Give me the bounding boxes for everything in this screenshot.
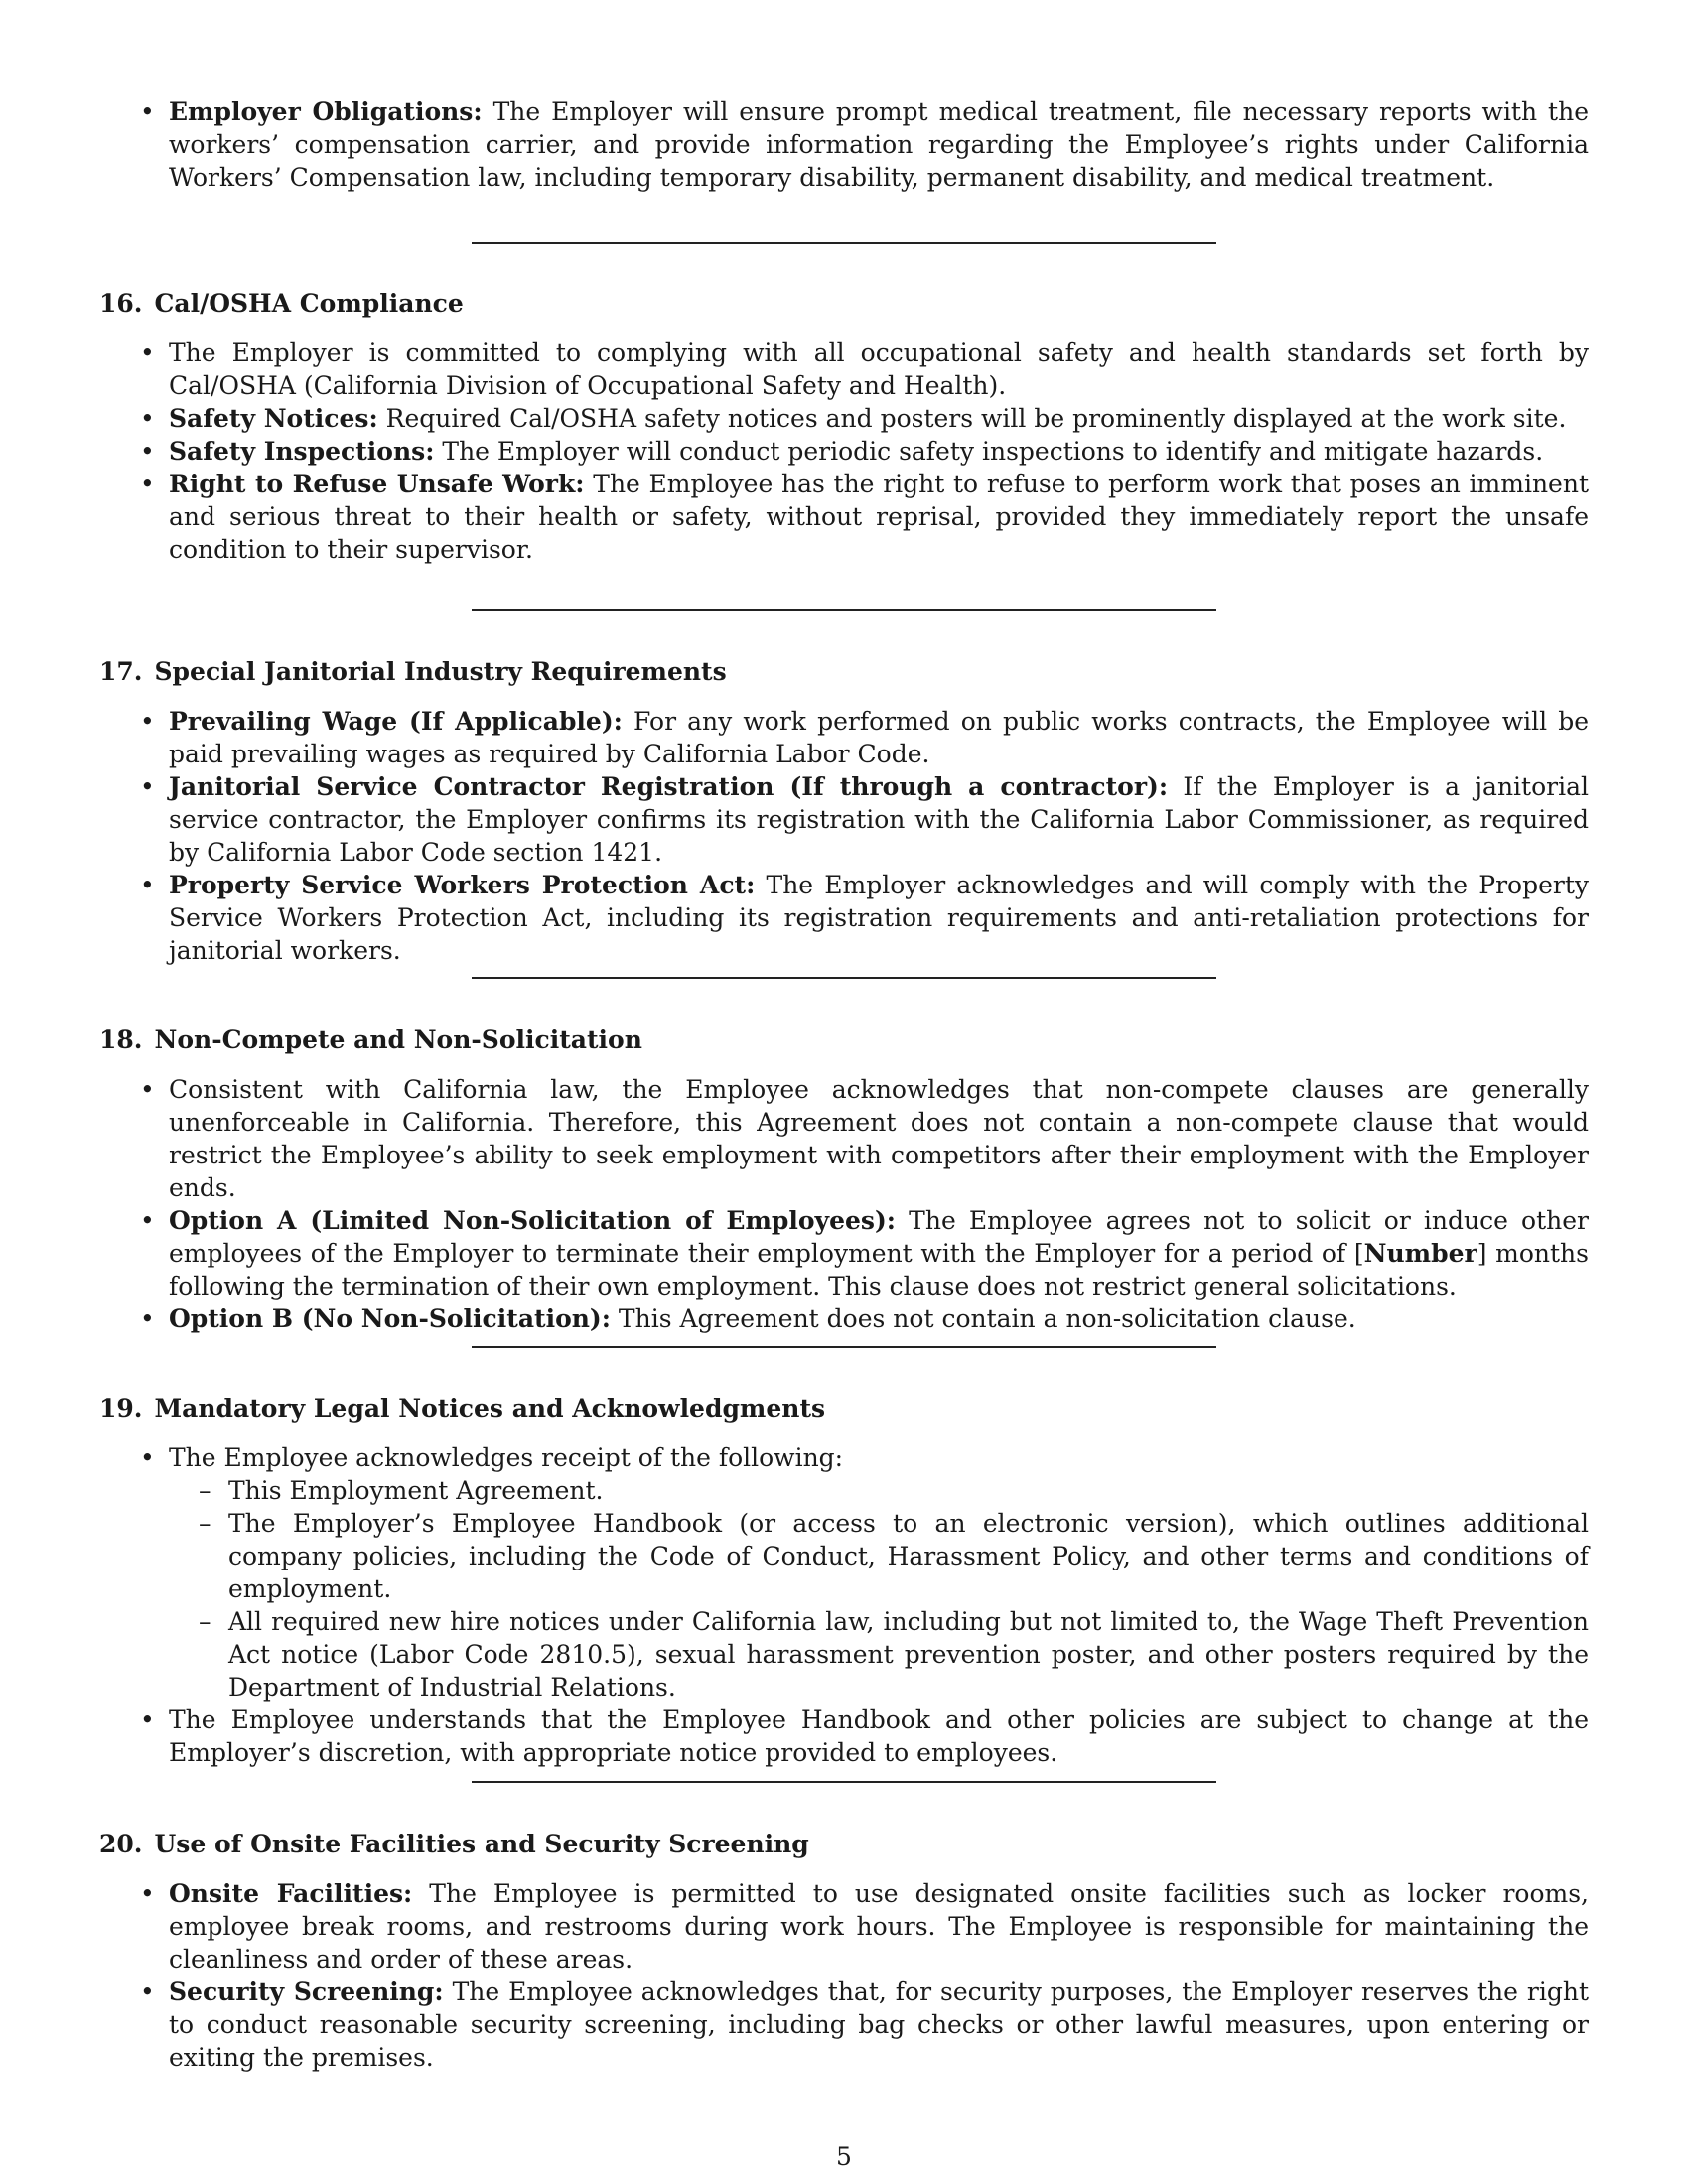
item-label: Onsite Facilities: — [169, 1879, 413, 1908]
bullet-list — [99, 1441, 1589, 1769]
item-text: Consistent with California law, the Employee acknowledges that non-compete clauses are generally unenforceable in California. Therefore, this Agreement does not contain a non-compete clause that would restrict the Employee’s ability to seek employment with competitors after their employment with the Employer ends. — [169, 1075, 1589, 1202]
bullet-list — [99, 705, 1589, 967]
section-divider — [472, 977, 1216, 979]
list-item — [99, 1877, 1589, 1976]
section-heading — [99, 1024, 1589, 1056]
item-label: Safety Inspections: — [169, 437, 435, 466]
section-number: 20. — [99, 1830, 143, 1858]
item-label: Safety Notices: — [169, 404, 378, 433]
bullet-list — [99, 337, 1589, 566]
section-title: Use of Onsite Facilities and Security Screening — [154, 1830, 809, 1858]
section-18 — [99, 1024, 1589, 1335]
item-text: The Employer will ensure prompt medical treatment, file necessary reports with the workers’ compensation carrier, and provide information regarding the Employee’s rights under California Workers’ Compensation law, including temporary disability, permanent disability, and medical treatment. — [169, 97, 1589, 192]
sub-list-item: – All required new hire notices under California law, including but not limited to, the Wage Theft Prevention Act notice (Labor Code 2810.5), sexual harassment prevention poster, and other posters required by the Department of Industrial Relations. — [169, 1605, 1589, 1704]
section-17 — [99, 655, 1589, 967]
item-text: Required Cal/OSHA safety notices and posters will be prominently displayed at the work site. — [377, 404, 1567, 433]
item-label: Option B (No Non-Solicitation): — [169, 1304, 611, 1333]
section-heading — [99, 1828, 1589, 1860]
item-text: The Employee understands that the Employee Handbook and other policies are subject to change at the Employer’s discretion, with appropriate notice provided to employees. — [169, 1706, 1589, 1767]
section-20 — [99, 1828, 1589, 2074]
document-page — [99, 0, 1589, 2184]
number-placeholder: Number — [1363, 1239, 1477, 1268]
item-label: Property Service Workers Protection Act: — [169, 871, 756, 899]
list-item — [99, 468, 1589, 566]
item-label: Right to Refuse Unsafe Work: — [169, 470, 585, 498]
section-number: 18. — [99, 1025, 143, 1054]
item-label: Security Screening: — [169, 1978, 444, 2006]
section-title: Mandatory Legal Notices and Acknowledgments — [154, 1394, 826, 1423]
item-text: This Agreement does not contain a non-solicitation clause. — [610, 1304, 1356, 1333]
item-label: Option A (Limited Non-Solicitation of Employees): — [169, 1206, 897, 1235]
section-heading — [99, 287, 1589, 320]
list-item — [99, 435, 1589, 468]
section-divider — [472, 1346, 1216, 1348]
item-label: Employer Obligations: — [169, 97, 483, 126]
item-text: The Employee acknowledges receipt of the following: — [169, 1443, 844, 1472]
item-text: The Employee agrees not to solicit or induce other employees of the Employer to terminate their employment with the Employer for a period of [ — [169, 1206, 1589, 1268]
list-item — [99, 1976, 1589, 2074]
section-divider — [472, 609, 1216, 611]
sub-list-item: – The Employer’s Employee Handbook (or access to an electronic version), which outlines additional company policies, including the Code of Conduct, Harassment Policy, and other terms and conditions of employment. — [169, 1507, 1589, 1605]
bullet-list — [99, 95, 1589, 194]
section-heading — [99, 655, 1589, 688]
section-16 — [99, 287, 1589, 566]
item-text: The Employer will conduct periodic safety inspections to identify and mitigate hazards. — [434, 437, 1544, 466]
list-item — [99, 869, 1589, 967]
sub-list — [169, 1474, 1589, 1704]
item-text: The Employer acknowledges and will comply with the Property Service Workers Protection Act, including its registration requirements and anti-retaliation protections for janitorial workers. — [169, 871, 1590, 965]
list-item — [99, 1441, 1589, 1704]
list-item — [99, 1704, 1589, 1769]
section-number: 19. — [99, 1394, 143, 1423]
item-text: If the Employer is a janitorial service contractor, the Employer confirms its registration with the California Labor Commissioner, as required by California Labor Code section 1421. — [169, 772, 1589, 867]
item-text: The Employer is committed to complying with all occupational safety and health standards set forth by Cal/OSHA (California Division of Occupational Safety and Health). — [169, 339, 1589, 400]
page-number: 5 — [836, 2142, 852, 2171]
list-item — [99, 1302, 1589, 1335]
list-item — [99, 1073, 1589, 1204]
list-item — [99, 705, 1589, 770]
section-heading — [99, 1392, 1589, 1425]
item-text: For any work performed on public works contracts, the Employee will be paid prevailing wages as required by California Labor Code. — [169, 707, 1590, 768]
list-item — [99, 95, 1589, 194]
section-divider — [472, 1781, 1216, 1783]
section-title: Non-Compete and Non-Solicitation — [154, 1025, 642, 1054]
section-number: 17. — [99, 657, 143, 686]
section-divider — [472, 242, 1216, 244]
section-15-continuation — [99, 95, 1589, 194]
item-text: ] months following the termination of their own employment. This clause does not restrict general solicitations. — [169, 1239, 1589, 1300]
item-text: The Employee acknowledges that, for security purposes, the Employer reserves the right to conduct reasonable security screening, including bag checks or other lawful measures, upon entering or exiting the premises. — [169, 1978, 1590, 2072]
sub-list-item: – This Employment Agreement. — [169, 1474, 1589, 1507]
item-label: Janitorial Service Contractor Registration (If through a contractor): — [169, 772, 1169, 801]
bullet-list — [99, 1073, 1589, 1335]
list-item — [99, 1204, 1589, 1302]
list-item — [99, 337, 1589, 402]
section-number: 16. — [99, 289, 143, 318]
section-title: Cal/OSHA Compliance — [154, 289, 464, 318]
section-title: Special Janitorial Industry Requirements — [154, 657, 727, 686]
bullet-list — [99, 1877, 1589, 2074]
section-19 — [99, 1392, 1589, 1769]
item-label: Prevailing Wage (If Applicable): — [169, 707, 623, 736]
item-text: The Employee is permitted to use designated onsite facilities such as locker rooms, employee break rooms, and restrooms during work hours. The Employee is responsible for maintaining the cleanliness and order of these areas. — [169, 1879, 1589, 1974]
list-item — [99, 402, 1589, 435]
item-text: The Employee has the right to refuse to perform work that poses an imminent and serious threat to their health or safety, without reprisal, provided they immediately report the unsafe condition to their supervisor. — [169, 470, 1589, 564]
list-item — [99, 770, 1589, 869]
